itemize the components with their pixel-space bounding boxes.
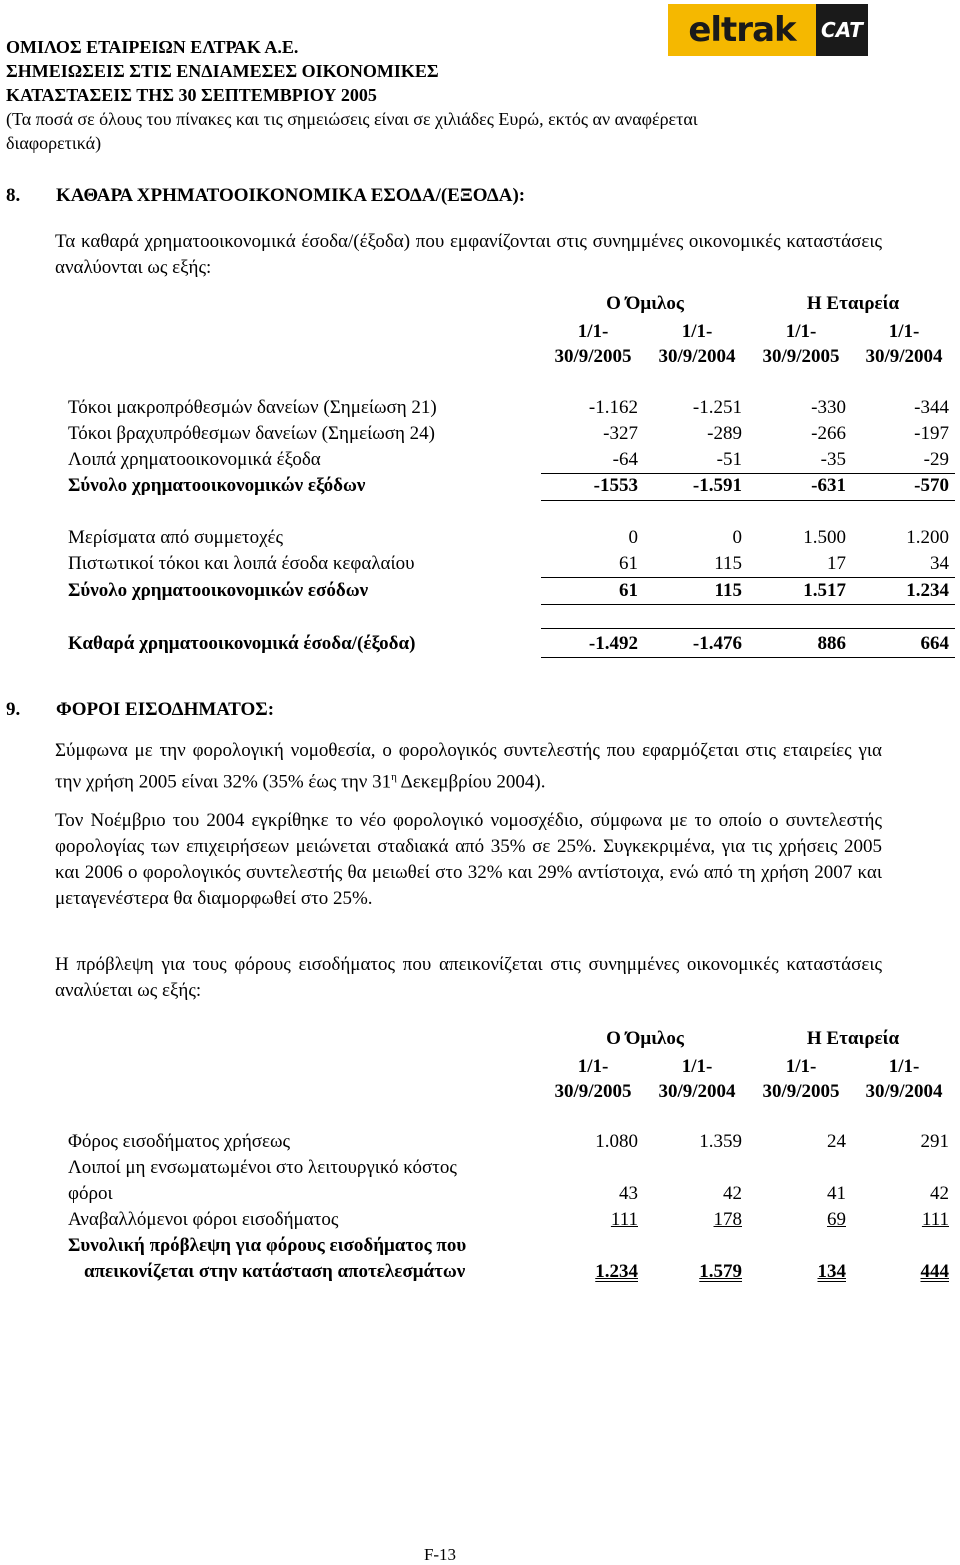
s8-cell: -266 — [811, 423, 846, 444]
s9-cell: 1.359 — [699, 1131, 742, 1152]
s9-col1-header: 1/1- 30/9/2005 — [554, 1056, 632, 1102]
s9-cell: 42 — [930, 1183, 949, 1204]
s8-cell: -344 — [914, 397, 949, 418]
s8-rule-expenses — [541, 473, 955, 474]
s9-cell: 1.234 — [595, 1261, 638, 1282]
s8-row-label: Τόκοι βραχυπρόθεσμων δανείων (Σημείωση 24) — [68, 423, 435, 444]
s9-cell: 1.579 — [699, 1261, 742, 1282]
header-line4: (Τα ποσά σε όλους του πίνακες και τις σημειώσεις είναι σε χιλιάδες Ευρώ, εκτός αν αναφέρεται — [6, 109, 698, 129]
s8-cell: 1.200 — [906, 527, 949, 548]
s8-cell: -1.162 — [588, 397, 638, 418]
s9-row-label: Φόρος εισοδήματος χρήσεως — [68, 1131, 291, 1152]
s9-cell: 24 — [827, 1131, 846, 1152]
s8-cell: 0 — [732, 527, 742, 548]
s8-group-etairia: Η Εταιρεία — [806, 293, 900, 314]
s8-cell: -1.476 — [692, 633, 742, 654]
s8-row-label: Τόκοι μακροπρόθεσμών δανείων (Σημείωση 21) — [68, 397, 437, 418]
s8-cell: -1.492 — [588, 633, 638, 654]
header-line5: διαφορετικά) — [6, 133, 102, 153]
cat-wordmark: CAT — [816, 4, 868, 56]
s8-row-label: Μερίσματα από συμμετοχές — [68, 527, 284, 548]
eltrak-cat-logo — [668, 4, 868, 56]
s8-cell: 886 — [817, 633, 846, 654]
s8-rule-net-bottom — [541, 657, 955, 658]
section9-number: 9. — [6, 699, 21, 720]
s8-rule-expenses-bottom — [541, 500, 955, 501]
s8-row-label: Καθαρά χρηματοοικονομικά έσοδα/(έξοδα) — [68, 633, 416, 654]
s8-rule-income — [541, 577, 955, 578]
section9-para3: Η πρόβλεψη για τους φόρους εισοδήματος που απεικονίζεται στις συνημμένες οικονομικές καταστάσεις αναλύεται ως εξής: — [55, 954, 882, 1001]
s8-cell: 17 — [827, 553, 846, 574]
s8-col2-header: 1/1- 30/9/2004 — [658, 321, 736, 367]
section8-title: ΚΑΘΑΡΑ ΧΡΗΜΑΤΟΟΙΚΟΝΟΜΙΚΑ ΕΣΟΔΑ/(ΕΞΟΔΑ): — [56, 185, 526, 206]
s8-cell: -197 — [914, 423, 949, 444]
s8-cell: -631 — [811, 475, 846, 496]
header-line1: ΟΜΙΛΟΣ ΕΤΑΙΡΕΙΩΝ ΕΛΤΡΑΚ Α.Ε. — [6, 37, 299, 57]
s9-group-omilos: Ο Όμιλος — [606, 1028, 684, 1049]
s9-cell: 444 — [920, 1261, 949, 1282]
header-line2-text: ΣΗΜΕΙΩΣΕΙΣ ΣΤΙΣ ΕΝΔΙΑΜΕΣΕΣ ΟΙΚΟΝΟΜΙΚΕΣ — [6, 61, 439, 81]
section9-para1 — [55, 738, 882, 795]
s8-cell: 664 — [920, 633, 949, 654]
page-number: F-13 — [423, 1545, 457, 1564]
s8-cell: 1.234 — [906, 580, 949, 601]
s8-cell: -35 — [820, 449, 846, 470]
s8-cell: -289 — [707, 423, 742, 444]
section9-para2: Τον Νοέμβριο του 2004 εγκρίθηκε το νέο φορολογικό νομοσχέδιο, σύμφωνα με το οποίο ο συντελεστής φορολογίας των επιχειρήσεων μειώνεται σταδιακά από 35% σε 25%. Συγκεκριμένα, για τις χρήσεις 2005 και 2006 ο φορολογικός συντελεστής θα μειωθεί στο 32% και 29% αντίστοιχα, ενώ από τη χρήση 2007 και μεταγενέστερα θα διαμορφωθεί στο 25%. — [55, 810, 882, 909]
header-company — [6, 36, 298, 59]
header-line2 — [6, 60, 439, 83]
s9-cell: 42 — [723, 1183, 742, 1204]
s9-row-label-cont: απεικονίζεται στην κατάσταση αποτελεσμάτων — [84, 1261, 466, 1282]
s8-cell: -51 — [716, 449, 742, 470]
s9-cell: 1.080 — [595, 1131, 638, 1152]
section9-para1-text: Σύμφωνα με την φορολογική νομοθεσία, ο φορολογικός συντελεστής που εφαρμόζεται στις εταιρείες για την χρήση 2005 είναι 32% (35% έως την 31 — [55, 740, 882, 793]
s8-cell: -64 — [612, 449, 638, 470]
header-line3-text: ΚΑΤΑΣΤΑΣΕΙΣ ΤΗΣ 30 ΣΕΠΤΕΜΒΡΙΟΥ 2005 — [6, 85, 377, 105]
section9-title: ΦΟΡΟΙ ΕΙΣΟΔΗΜΑΤΟΣ: — [56, 699, 275, 720]
s8-row-label: Σύνολο χρηματοοικονομικών εξόδων — [68, 475, 366, 496]
s8-cell: -29 — [923, 449, 949, 470]
s8-cell: 61 — [619, 580, 638, 601]
s8-cell: 1.500 — [803, 527, 846, 548]
s9-col4-header: 1/1- 30/9/2004 — [865, 1056, 943, 1102]
s9-cell: 291 — [920, 1131, 949, 1152]
s8-cell: 0 — [628, 527, 638, 548]
s9-cell: 111 — [921, 1209, 949, 1230]
s8-cell: -1553 — [593, 475, 638, 496]
s9-cell: 43 — [619, 1183, 638, 1204]
s9-row-label: Αναβαλλόμενοι φόροι εισοδήματος — [68, 1209, 339, 1230]
s8-cell: -570 — [914, 475, 949, 496]
s9-col2-header: 1/1- 30/9/2004 — [658, 1056, 736, 1102]
s9-row-label-cont: φόροι — [68, 1183, 113, 1204]
s9-cell: 69 — [827, 1209, 846, 1230]
s8-row-label: Πιστωτικοί τόκοι και λοιπά έσοδα κεφαλαίου — [68, 553, 415, 574]
section9-para1-sup: η — [391, 771, 397, 783]
s9-row-label: Λοιποί μη ενσωματωμένοι στο λειτουργικό κόστος — [68, 1157, 457, 1178]
s8-row-label: Σύνολο χρηματοοικονομικών εσόδων — [68, 580, 369, 601]
s8-cell: -1.251 — [692, 397, 742, 418]
eltrak-wordmark: eltrak — [668, 4, 816, 56]
s8-cell: 1.517 — [803, 580, 846, 601]
s9-row-label: Συνολική πρόβλεψη για φόρους εισοδήματος που — [68, 1235, 467, 1256]
section8-number: 8. — [6, 185, 21, 206]
s9-cell: 134 — [817, 1261, 846, 1282]
s8-rule-income-bottom — [541, 604, 955, 605]
s9-cell: 111 — [610, 1209, 638, 1230]
s8-cell: 34 — [930, 553, 949, 574]
s8-cell: 61 — [619, 553, 638, 574]
section8-intro: Τα καθαρά χρηματοοικονομικά έσοδα/(έξοδα) που εμφανίζονται στις συνημμένες οικονομικές καταστάσεις αναλύονται ως εξής: — [55, 231, 882, 278]
s8-col1-header: 1/1- 30/9/2005 — [554, 321, 632, 367]
s8-cell: 115 — [714, 553, 742, 574]
s8-cell: -1.591 — [692, 475, 742, 496]
s8-col4-header: 1/1- 30/9/2004 — [865, 321, 943, 367]
section9-para1-end: Δεκεμβρίου 2004). — [396, 771, 546, 793]
header-line3 — [6, 84, 377, 107]
s9-cell: 41 — [827, 1183, 846, 1204]
s9-group-etairia: Η Εταιρεία — [806, 1028, 900, 1049]
s9-cell: 178 — [713, 1209, 742, 1230]
s9-col3-header: 1/1- 30/9/2005 — [762, 1056, 840, 1102]
s8-cell: 115 — [714, 580, 742, 601]
s8-group-omilos: Ο Όμιλος — [606, 293, 684, 314]
s8-row-label: Λοιπά χρηματοοικονομικά έξοδα — [68, 449, 321, 470]
s8-cell: -327 — [603, 423, 638, 444]
s8-col3-header: 1/1- 30/9/2005 — [762, 321, 840, 367]
s8-rule-net-top — [541, 628, 955, 629]
s8-cell: -330 — [811, 397, 846, 418]
